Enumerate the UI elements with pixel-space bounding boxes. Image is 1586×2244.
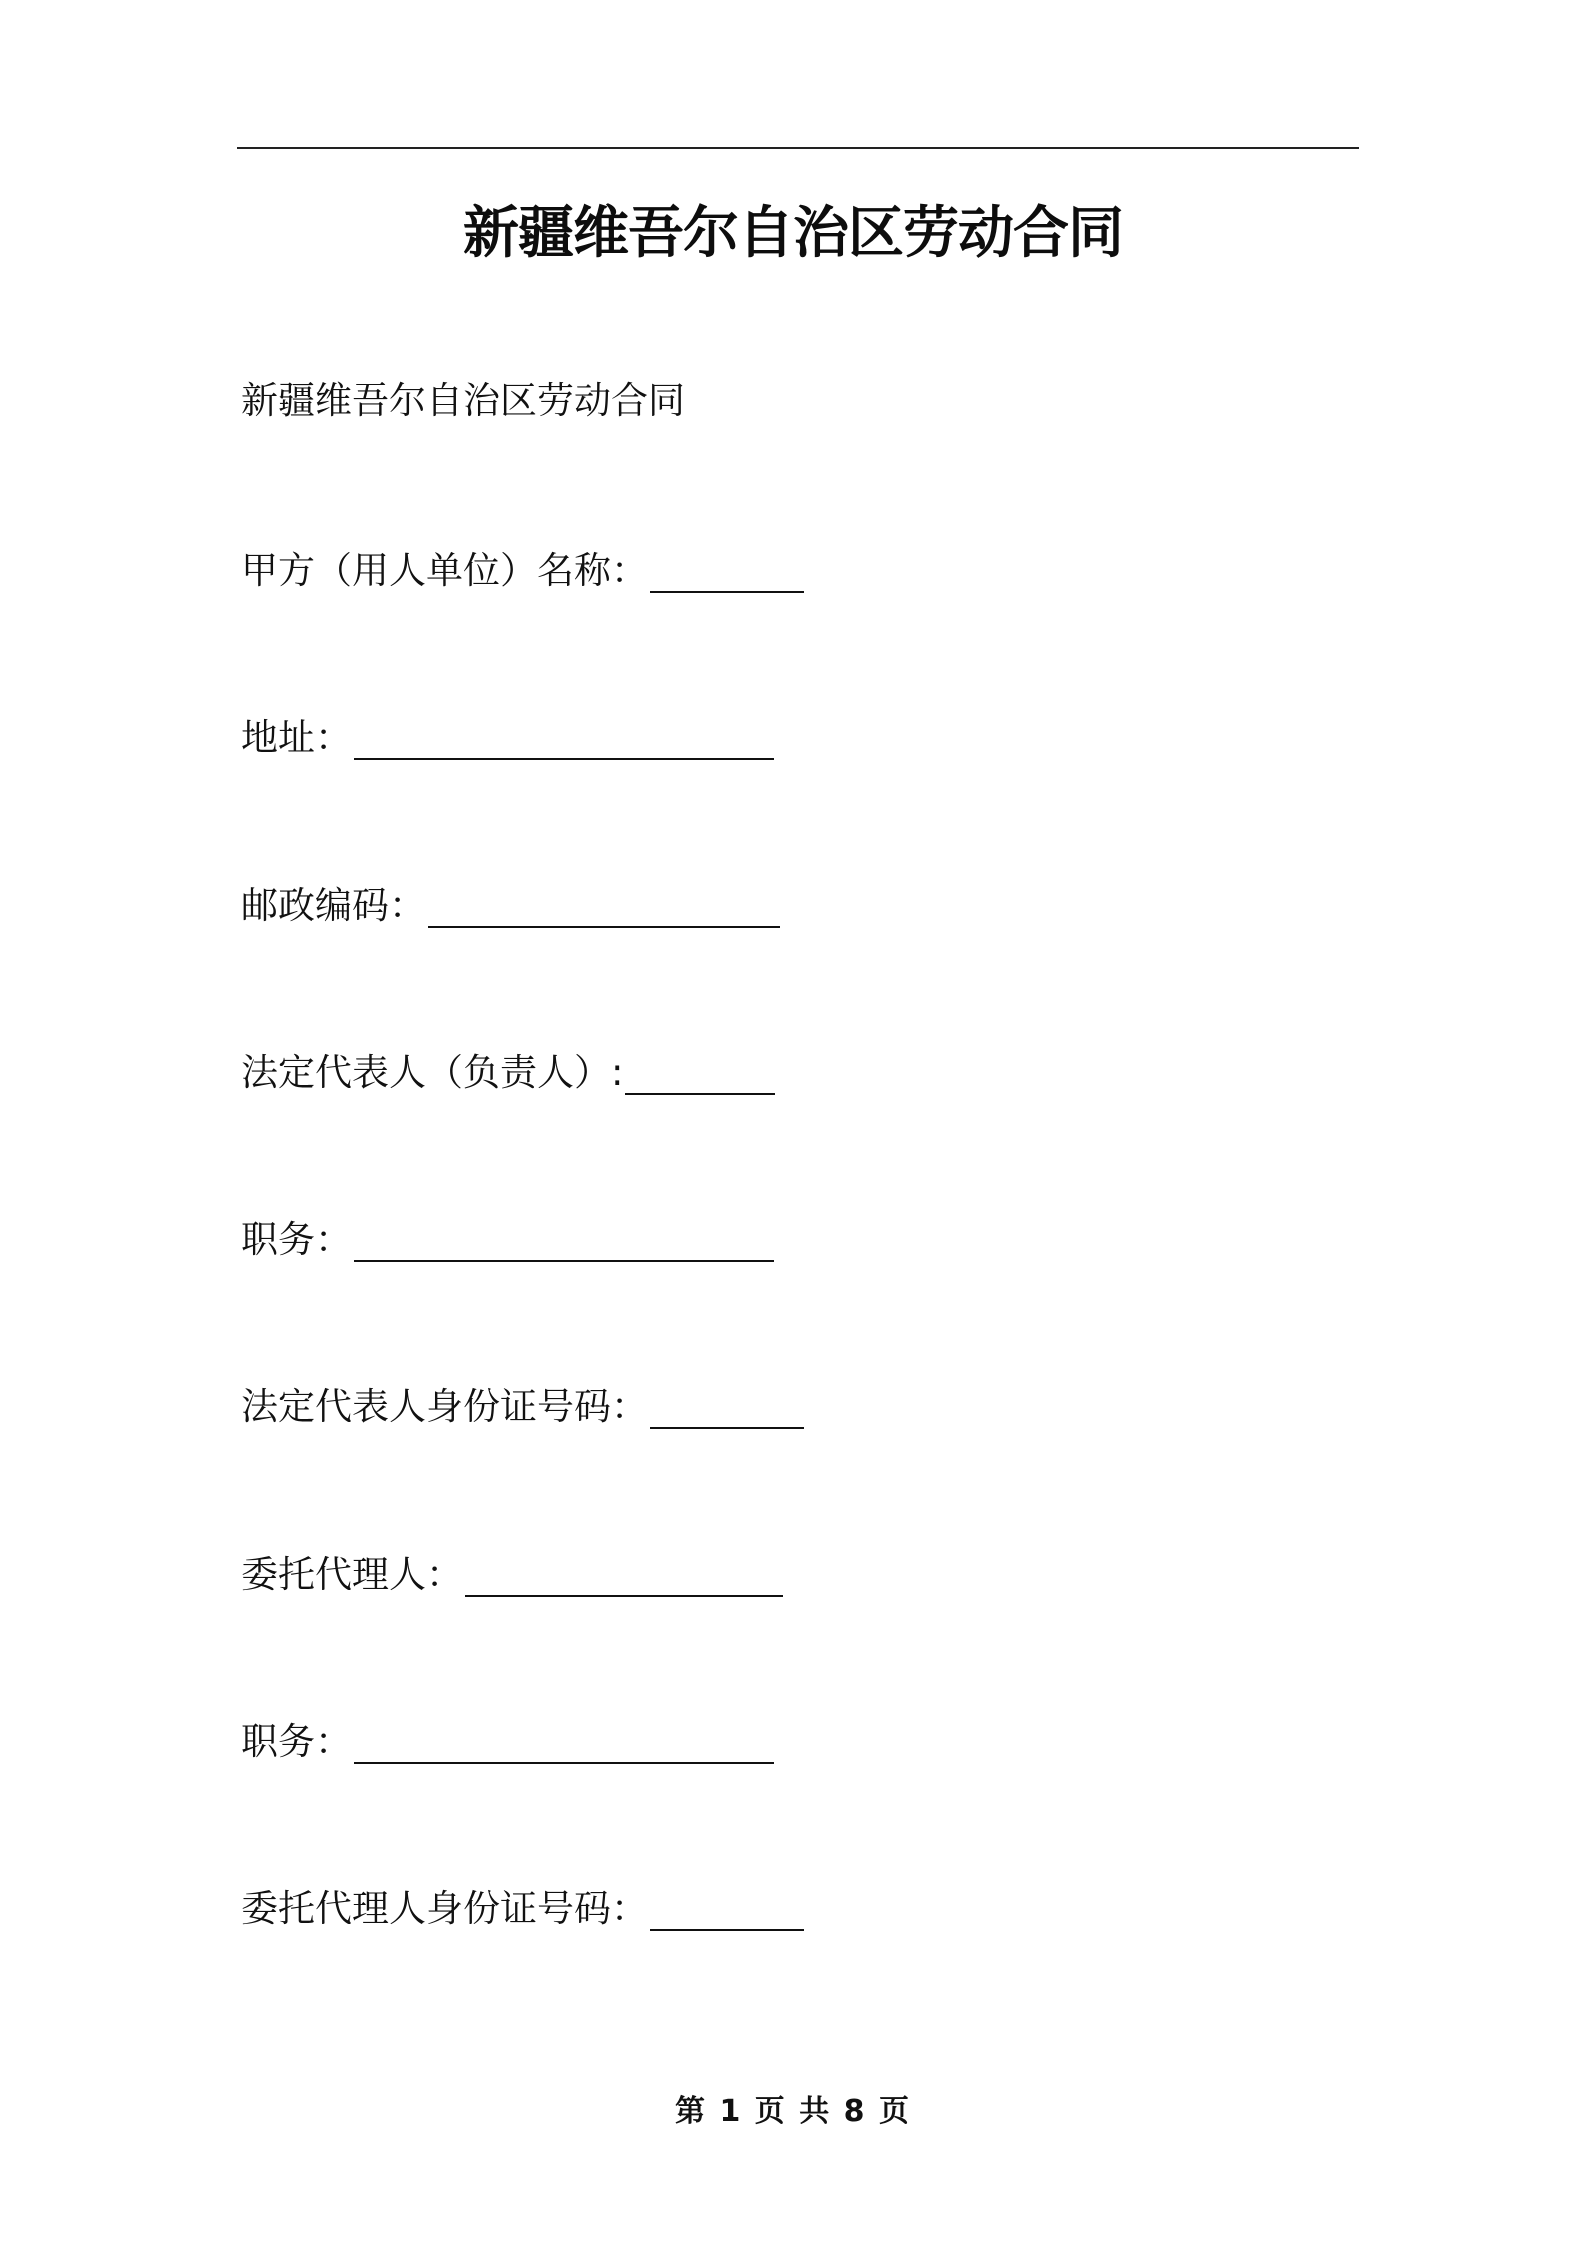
field-label: 法定代表人（负责人）:	[241, 1051, 624, 1094]
document-title: 新疆维吾尔自治区劳动合同	[463, 201, 1123, 266]
field-position	[241, 1214, 774, 1266]
header-rule	[237, 147, 1359, 149]
fill-in-blank[interactable]	[625, 1047, 775, 1095]
field-legal-representative	[241, 1047, 775, 1099]
document-subtitle: 新疆维吾尔自治区劳动合同	[241, 379, 685, 422]
field-label: 职务：	[241, 1720, 352, 1763]
fill-in-blank[interactable]	[465, 1549, 783, 1597]
field-agent-position	[241, 1716, 774, 1768]
field-label: 委托代理人：	[241, 1553, 463, 1596]
field-legal-rep-id-number	[241, 1381, 804, 1433]
field-label: 委托代理人身份证号码：	[241, 1887, 648, 1930]
fill-in-blank[interactable]	[428, 880, 780, 928]
field-label: 法定代表人身份证号码：	[241, 1385, 648, 1428]
fill-in-blank[interactable]	[354, 712, 774, 760]
fill-in-blank[interactable]	[354, 1214, 774, 1262]
fill-in-blank[interactable]	[650, 1883, 804, 1931]
fill-in-blank[interactable]	[354, 1716, 774, 1764]
field-agent-id-number	[241, 1883, 804, 1935]
fill-in-blank[interactable]	[650, 545, 804, 593]
field-party-a-name	[241, 545, 804, 597]
field-label: 甲方（用人单位）名称：	[241, 549, 648, 592]
field-authorized-agent	[241, 1549, 783, 1601]
field-postal-code	[241, 880, 780, 932]
field-label: 邮政编码：	[241, 884, 426, 927]
field-label: 职务：	[241, 1218, 352, 1261]
field-address	[241, 712, 774, 764]
page-number-footer: 第 1 页 共 8 页	[675, 2094, 911, 2129]
field-label: 地址：	[241, 716, 352, 759]
fill-in-blank[interactable]	[650, 1381, 804, 1429]
